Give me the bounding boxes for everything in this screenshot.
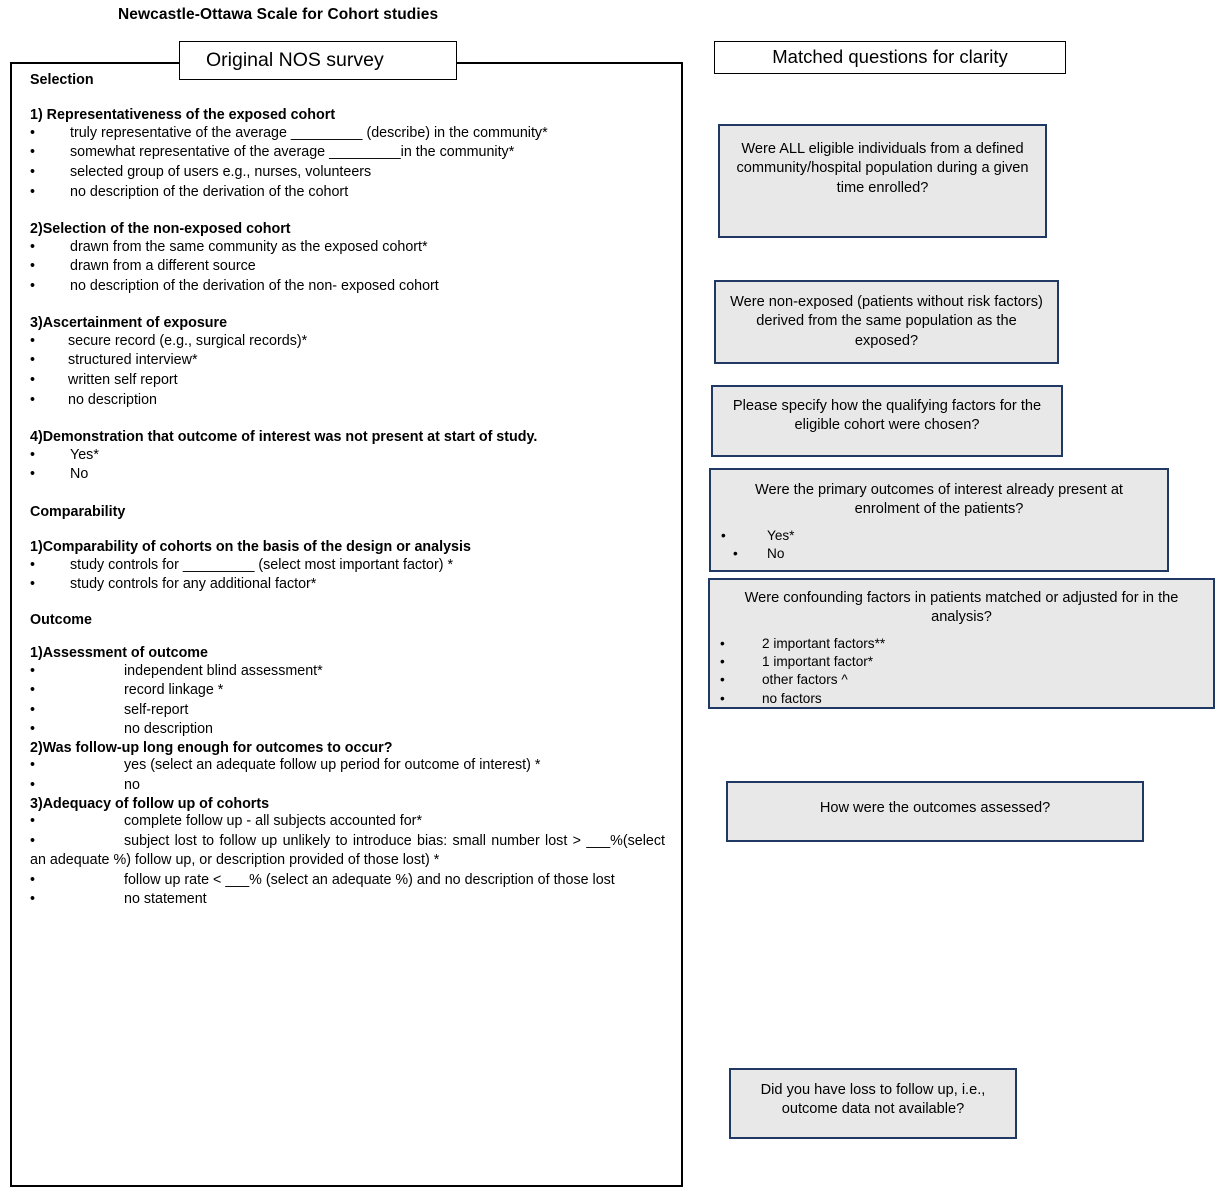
option-label: somewhat representative of the average _________in the community* <box>70 144 515 161</box>
question-heading-comparability-1: 1)Comparability of cohorts on the basis of the design or analysis <box>30 539 471 556</box>
option-label: follow up rate < ___% (select an adequate %) and no description of those lost <box>124 871 615 888</box>
matched-question-text: Were non-exposed (patients without risk factors) derived from the same population as the exposed? <box>730 294 1043 349</box>
bullet-icon: • <box>30 183 36 200</box>
matched-question-box-6[interactable] <box>726 781 1144 842</box>
question-heading-selection-2: 2)Selection of the non-exposed cohort <box>30 221 291 238</box>
bullet-icon: • <box>720 635 725 651</box>
bullet-icon: • <box>30 871 36 888</box>
list-item[interactable] <box>30 143 677 163</box>
option-label: no <box>124 776 140 793</box>
bullet-icon: • <box>720 672 725 688</box>
matched-question-option-list <box>720 635 1203 708</box>
list-item[interactable] <box>30 371 677 391</box>
option-label: No <box>70 466 89 483</box>
original-nos-survey-content <box>12 64 685 910</box>
list-item[interactable] <box>30 238 677 258</box>
bullet-icon: • <box>30 776 36 793</box>
matched-question-text: Were ALL eligible individuals from a defined community/hospital population during a given time enrolled? <box>736 141 1029 196</box>
option-list-selection-4 <box>30 446 677 485</box>
matched-question-option-list <box>721 527 1157 564</box>
option-label: 2 important factors** <box>762 635 886 651</box>
bullet-icon: • <box>30 446 36 463</box>
option-label: subject lost to follow up unlikely to introduce bias: small number lost > ___%(select an adequate %) follow up, or description provided of those lost) * <box>30 832 665 869</box>
matched-question-box-3[interactable] <box>711 385 1063 457</box>
bullet-icon: • <box>30 757 36 774</box>
bullet-icon: • <box>30 332 36 349</box>
matched-question-text: Were the primary outcomes of interest already present at enrolment of the patients? <box>755 482 1123 518</box>
option-label: secure record (e.g., surgical records)* <box>68 332 308 349</box>
option-label: written self report <box>68 371 178 388</box>
question-heading-selection-3: 3)Ascertainment of exposure <box>30 315 228 332</box>
list-item[interactable] <box>30 465 677 485</box>
option-label: self-report <box>124 701 189 718</box>
option-label: selected group of users e.g., nurses, volunteers <box>70 164 372 181</box>
list-item[interactable] <box>30 681 677 701</box>
list-item[interactable] <box>30 776 677 796</box>
option-label: drawn from the same community as the exposed cohort* <box>70 238 428 255</box>
list-item[interactable] <box>30 163 677 183</box>
option-label: no description <box>124 721 214 738</box>
list-item[interactable] <box>30 183 677 203</box>
option-label: no statement <box>124 891 207 908</box>
bullet-icon: • <box>30 391 36 408</box>
list-item[interactable] <box>30 391 677 411</box>
option-list-outcome-3 <box>30 812 677 910</box>
list-item[interactable] <box>720 635 1203 653</box>
option-label: study controls for _________ (select most important factor) * <box>70 556 454 573</box>
option-label: structured interview* <box>68 352 198 369</box>
list-item[interactable] <box>30 124 677 144</box>
bullet-icon: • <box>30 812 36 829</box>
option-label: yes (select an adequate follow up period for outcome of interest) * <box>124 757 541 774</box>
question-heading-selection-1: 1) Representativeness of the exposed cohort <box>30 107 336 124</box>
option-label: drawn from a different source <box>70 258 256 275</box>
option-list-selection-2 <box>30 238 677 297</box>
bullet-icon: • <box>30 701 36 718</box>
bullet-icon: • <box>30 238 36 255</box>
section-heading-outcome: Outcome <box>30 611 92 628</box>
option-label: no description <box>68 391 158 408</box>
matched-question-text: Were confounding factors in patients matched or adjusted for in the analysis? <box>744 590 1179 626</box>
list-item[interactable] <box>30 720 677 740</box>
list-item[interactable] <box>720 690 1203 708</box>
bullet-icon: • <box>720 653 725 669</box>
list-item[interactable] <box>30 446 677 466</box>
option-list-selection-3 <box>30 332 677 410</box>
original-nos-survey-header <box>179 41 457 80</box>
question-heading-outcome-1: 1)Assessment of outcome <box>30 645 208 662</box>
bullet-icon: • <box>30 144 36 161</box>
matched-question-box-5[interactable] <box>708 578 1215 709</box>
question-heading-outcome-2: 2)Was follow-up long enough for outcomes to occur? <box>30 739 393 756</box>
bullet-icon: • <box>30 466 36 483</box>
page-title: Newcastle-Ottawa Scale for Cohort studies <box>118 6 439 23</box>
bullet-icon: • <box>30 662 36 679</box>
original-nos-survey-header-label: Original NOS survey <box>206 48 384 71</box>
option-label: study controls for any additional factor* <box>70 576 317 593</box>
option-label: no factors <box>762 690 822 706</box>
list-item[interactable] <box>30 556 677 576</box>
bullet-icon: • <box>30 721 36 738</box>
option-list-selection-1 <box>30 124 677 202</box>
bullet-icon: • <box>30 164 36 181</box>
option-label: independent blind assessment* <box>124 662 323 679</box>
question-heading-outcome-3: 3)Adequacy of follow up of cohorts <box>30 795 270 812</box>
matched-question-box-4[interactable] <box>709 468 1169 572</box>
option-label: No <box>767 545 785 561</box>
list-item[interactable] <box>30 575 677 595</box>
matched-question-box-2[interactable] <box>714 280 1059 364</box>
option-list-comparability-1 <box>30 556 677 595</box>
option-label: Yes* <box>70 446 99 463</box>
bullet-icon: • <box>30 832 36 849</box>
list-item[interactable] <box>720 653 1203 671</box>
section-heading-comparability: Comparability <box>30 503 126 520</box>
bullet-icon: • <box>30 891 36 908</box>
bullet-icon: • <box>30 576 36 593</box>
matched-question-text: Please specify how the qualifying factors for the eligible cohort were chosen? <box>732 398 1042 434</box>
list-item[interactable] <box>30 832 677 871</box>
option-label: no description of the derivation of the cohort <box>70 183 349 200</box>
option-label: 1 important factor* <box>762 653 874 669</box>
option-list-outcome-1 <box>30 662 677 740</box>
original-nos-survey-panel <box>10 62 683 1187</box>
section-heading-selection: Selection <box>30 72 94 88</box>
bullet-icon: • <box>30 371 36 388</box>
bullet-icon: • <box>720 690 725 706</box>
bullet-icon: • <box>30 556 36 573</box>
bullet-icon: • <box>721 527 726 543</box>
option-label: record linkage * <box>124 682 224 699</box>
matched-question-text: How were the outcomes assessed? <box>819 800 1051 816</box>
matched-question-text: Did you have loss to follow up, i.e., outcome data not available? <box>760 1082 986 1118</box>
matched-questions-header <box>714 41 1066 74</box>
matched-questions-header-label: Matched questions for clarity <box>772 46 1008 68</box>
option-label: no description of the derivation of the non- exposed cohort <box>70 277 439 294</box>
bullet-icon: • <box>30 352 36 369</box>
list-item[interactable] <box>30 277 677 297</box>
list-item[interactable] <box>30 756 677 776</box>
list-item[interactable] <box>30 351 677 371</box>
option-label: truly representative of the average _________ (describe) in the community* <box>70 124 548 141</box>
list-item[interactable] <box>721 527 1157 545</box>
list-item[interactable] <box>30 662 677 682</box>
list-item[interactable] <box>721 545 1157 563</box>
list-item[interactable] <box>720 671 1203 689</box>
list-item[interactable] <box>30 812 677 832</box>
list-item[interactable] <box>30 890 677 910</box>
option-list-outcome-2 <box>30 756 677 795</box>
option-label: complete follow up - all subjects accounted for* <box>124 812 423 829</box>
question-heading-selection-4: 4)Demonstration that outcome of interest was not present at start of study. <box>30 429 538 446</box>
option-label: other factors ^ <box>762 672 848 688</box>
option-label: Yes* <box>767 527 795 543</box>
bullet-icon: • <box>30 258 36 275</box>
bullet-icon: • <box>30 682 36 699</box>
list-item[interactable] <box>30 701 677 721</box>
bullet-icon: • <box>30 277 36 294</box>
list-item[interactable] <box>30 257 677 277</box>
matched-question-box-7[interactable] <box>729 1068 1017 1139</box>
list-item[interactable] <box>30 871 677 891</box>
bullet-icon: • <box>30 124 36 141</box>
list-item[interactable] <box>30 332 677 352</box>
matched-question-box-1[interactable] <box>718 124 1047 238</box>
bullet-icon: • <box>733 545 738 561</box>
